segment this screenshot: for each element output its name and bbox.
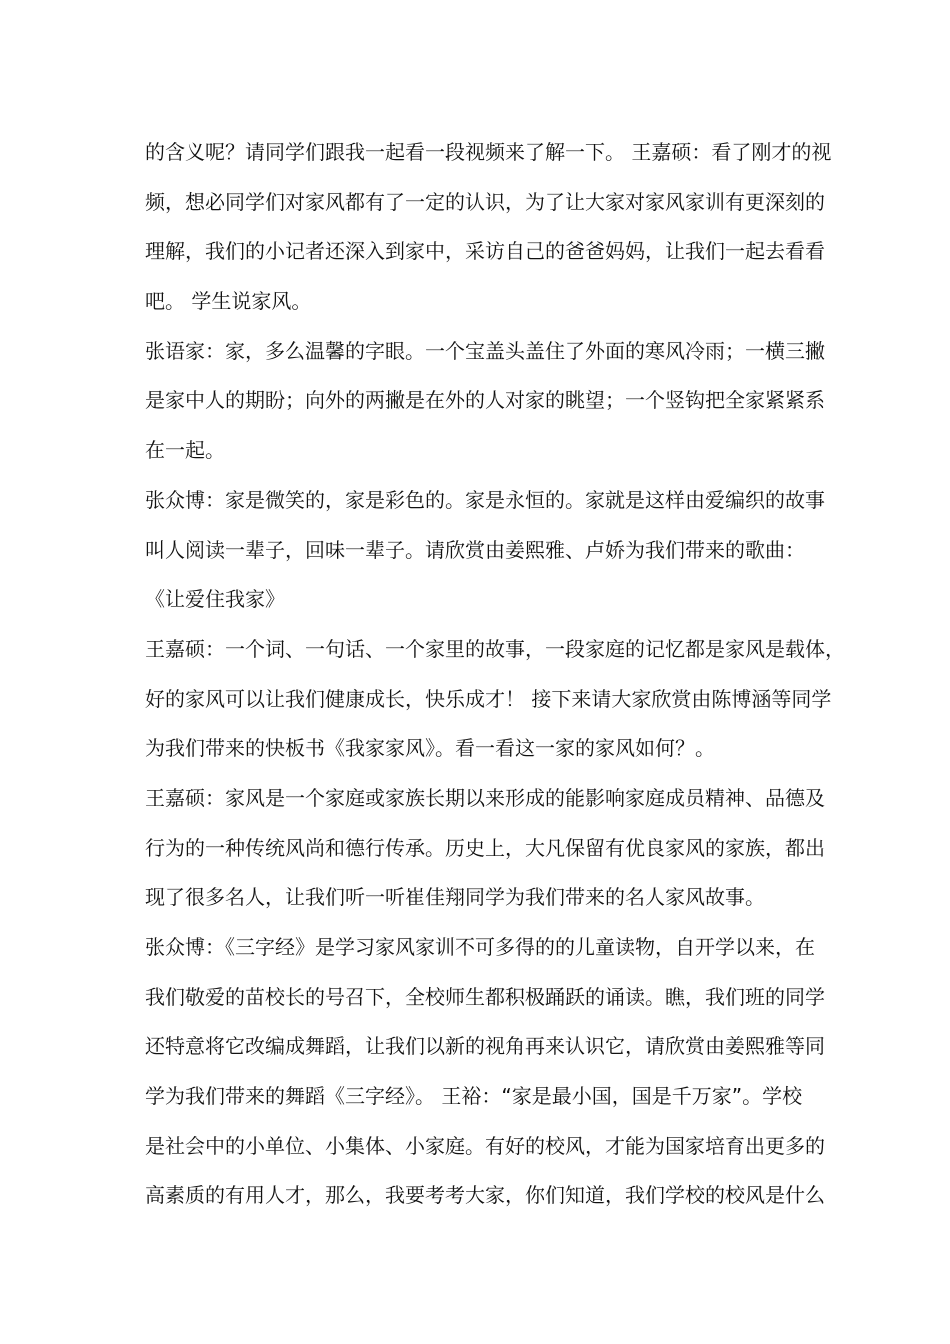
text-line: 叫人阅读一辈子，回味一辈子。请欣赏由姜熙雅、卢娇为我们带来的歌曲： xyxy=(145,537,805,562)
text-line: 张语家：家，多么温馨的字眼。一个宝盖头盖住了外面的寒风冷雨；一横三撇 xyxy=(145,338,825,363)
text-line: 的含义呢？请同学们跟我一起看一段视频来了解一下。 王嘉硕：看了刚才的视 xyxy=(145,140,832,164)
text-line: 《让爱住我家》 xyxy=(145,587,285,612)
text-line: 学为我们带来的舞蹈《三字经》。 王裕：“家是最小国，国是千万家”。学校 xyxy=(145,1084,803,1109)
text-line: 在一起。 xyxy=(145,438,225,463)
text-line: 理解，我们的小记者还深入到家中，采访自己的爸爸妈妈，让我们一起去看看 xyxy=(145,239,825,264)
text-line: 张众博：家是微笑的，家是彩色的。家是永恒的。家就是这样由爱编织的故事 xyxy=(145,487,825,512)
text-line: 高素质的有用人才，那么，我要考考大家，你们知道，我们学校的校风是什么 xyxy=(145,1183,825,1208)
text-line: 行为的一种传统风尚和德行传承。历史上，大凡保留有优良家风的家族，都出 xyxy=(145,835,825,860)
text-line: 吧。 学生说家风。 xyxy=(145,289,312,314)
text-line: 还特意将它改编成舞蹈，让我们以新的视角再来认识它，请欣赏由姜熙雅等同 xyxy=(145,1034,825,1059)
text-line: 好的家风可以让我们健康成长，快乐成才！ 接下来请大家欣赏由陈博涵等同学 xyxy=(145,686,832,711)
body-text xyxy=(145,128,845,1221)
text-line: 为我们带来的快板书《我家家风》。看一看这一家的家风如何？。 xyxy=(145,736,715,761)
text-line: 王嘉硕：一个词、一句话、一个家里的故事，一段家庭的记忆都是家风是载体， xyxy=(145,636,845,661)
text-line: 我们敬爱的苗校长的号召下，全校师生都积极踊跃的诵读。瞧，我们班的同学 xyxy=(145,984,825,1009)
text-line: 王嘉硕：家风是一个家庭或家族长期以来形成的能影响家庭成员精神、品德及 xyxy=(145,785,825,810)
text-line: 现了很多名人，让我们听一听崔佳翔同学为我们带来的名人家风故事。 xyxy=(145,885,765,910)
text-line: 是社会中的小单位、小集体、小家庭。有好的校风，才能为国家培育出更多的 xyxy=(145,1133,825,1158)
text-line: 频，想必同学们对家风都有了一定的认识，为了让大家对家风家训有更深刻的 xyxy=(145,189,825,214)
text-line: 张众博：《三字经》是学习家风家训不可多得的的儿童读物，自开学以来，在 xyxy=(145,935,815,959)
text-line: 是家中人的期盼；向外的两撇是在外的人对家的眺望；一个竖钩把全家紧紧系 xyxy=(145,388,825,413)
